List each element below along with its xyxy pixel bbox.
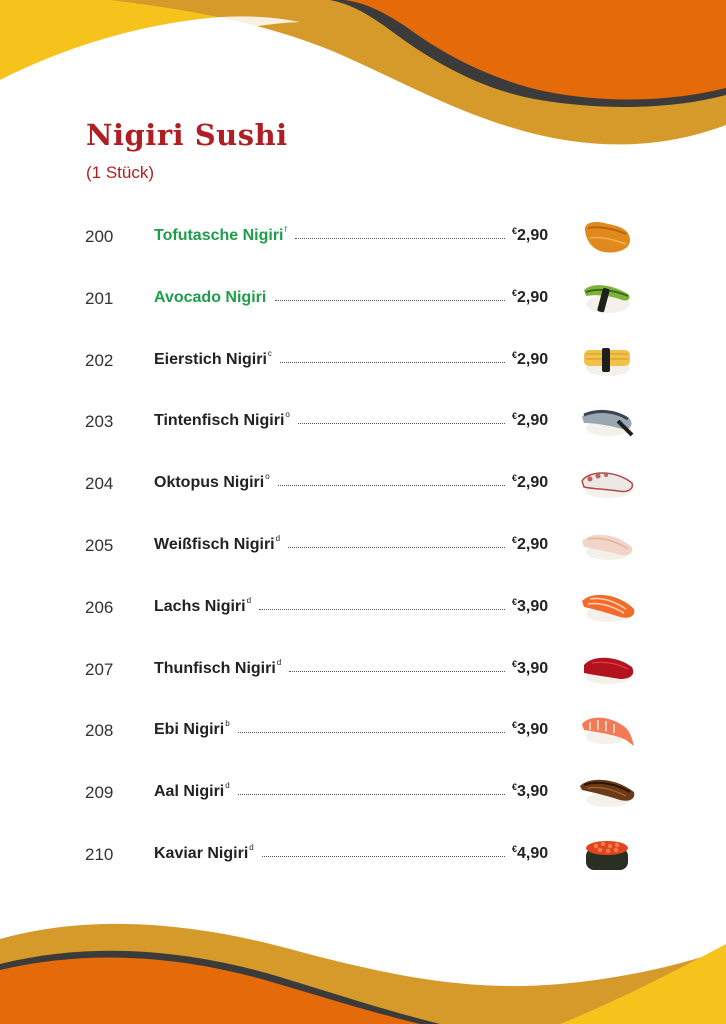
- currency-symbol: €: [512, 535, 518, 545]
- dot-leader: [289, 671, 505, 672]
- currency-symbol: €: [512, 782, 518, 793]
- item-number: 203: [85, 412, 114, 432]
- allergen-note: b: [225, 719, 230, 729]
- dot-leader: [280, 362, 505, 363]
- item-price: [512, 289, 548, 307]
- item-name-text: Avocado Nigiri: [154, 288, 267, 306]
- allergen-note: d: [246, 595, 252, 605]
- allergen-note: f: [284, 225, 287, 234]
- item-name-text: Aal Nigiri: [154, 783, 225, 801]
- item-name: [154, 595, 252, 616]
- menu-item: [0, 216, 726, 256]
- price-amount: 2,90: [517, 536, 549, 553]
- page-title: Nigiri Sushi: [86, 118, 288, 152]
- price-amount: 4,90: [517, 845, 549, 862]
- item-name: [154, 289, 267, 307]
- item-price: [512, 598, 548, 616]
- item-name: [154, 721, 230, 739]
- item-price: [512, 783, 548, 801]
- item-number: 200: [85, 227, 114, 246]
- item-price: [512, 845, 548, 863]
- caviar-gunkan-icon: [578, 834, 636, 874]
- whitefish-nigiri-icon: [578, 525, 636, 565]
- dot-leader: [238, 794, 505, 795]
- item-name: [154, 227, 287, 245]
- allergen-note: d: [276, 657, 282, 667]
- eel-nigiri-icon: [578, 772, 636, 812]
- price-amount: 3,90: [517, 783, 549, 801]
- egg-nigiri-icon: [578, 340, 636, 380]
- item-number: 208: [85, 721, 114, 741]
- item-name: [154, 783, 230, 801]
- allergen-note: c: [267, 348, 272, 358]
- menu-item: [0, 587, 726, 627]
- item-name-text: Oktopus Nigiri: [154, 474, 265, 492]
- tuna-nigiri-icon: [578, 649, 636, 689]
- menu-item: [0, 340, 726, 380]
- item-name-text: Kaviar Nigiri: [154, 845, 249, 862]
- item-name-text: Tintenfisch Nigiri: [154, 412, 285, 430]
- item-price: [512, 412, 548, 430]
- item-name-text: Eierstich Nigiri: [154, 350, 267, 368]
- item-number: 209: [85, 783, 114, 803]
- menu-item: [0, 278, 726, 318]
- menu-item: [0, 772, 726, 812]
- item-name-text: Tofutasche Nigiri: [154, 227, 284, 244]
- item-price: [512, 536, 548, 554]
- item-number: 207: [85, 659, 114, 679]
- item-name: [154, 845, 254, 863]
- dot-leader: [288, 547, 505, 548]
- menu-item: [0, 463, 726, 503]
- menu-item: [0, 401, 726, 441]
- currency-symbol: €: [512, 596, 518, 607]
- item-name-text: Ebi Nigiri: [154, 721, 225, 739]
- currency-symbol: €: [512, 844, 518, 854]
- price-amount: 2,90: [517, 350, 549, 368]
- dot-leader: [259, 609, 505, 610]
- item-price: [512, 721, 548, 739]
- salmon-nigiri-icon: [578, 587, 636, 627]
- price-amount: 3,90: [517, 659, 549, 677]
- item-number: 201: [85, 288, 114, 308]
- item-name: [154, 536, 280, 554]
- item-name: [154, 412, 290, 430]
- item-price: [512, 474, 548, 492]
- item-name-text: Lachs Nigiri: [154, 597, 246, 615]
- menu-item: [0, 525, 726, 565]
- menu-item: [0, 710, 726, 750]
- currency-symbol: €: [512, 411, 518, 422]
- octopus-nigiri-icon: [578, 463, 636, 503]
- allergen-note: o: [265, 472, 270, 482]
- price-amount: 2,90: [517, 474, 549, 492]
- price-amount: 2,90: [517, 227, 549, 244]
- squid-nigiri-icon: [578, 401, 636, 441]
- allergen-note: d: [225, 781, 230, 791]
- price-amount: 3,90: [517, 721, 549, 739]
- price-amount: 2,90: [517, 412, 549, 430]
- dot-leader: [275, 300, 505, 301]
- item-number: 210: [85, 845, 114, 864]
- item-name: [154, 657, 282, 678]
- dot-leader: [262, 856, 505, 857]
- currency-symbol: €: [512, 226, 518, 236]
- item-number: 204: [85, 474, 114, 494]
- avocado-nigiri-icon: [578, 278, 636, 318]
- price-amount: 2,90: [517, 288, 549, 306]
- item-name-text: Weißfisch Nigiri: [154, 536, 275, 553]
- menu-item: [0, 649, 726, 689]
- currency-symbol: €: [512, 473, 518, 484]
- currency-symbol: €: [512, 349, 518, 360]
- item-name-text: Thunfisch Nigiri: [154, 659, 276, 677]
- dot-leader: [298, 423, 505, 424]
- menu-item: [0, 834, 726, 874]
- item-price: [512, 660, 548, 678]
- bottom-wave-decoration: [0, 914, 726, 1024]
- allergen-note: d: [275, 534, 281, 543]
- price-amount: 3,90: [517, 597, 549, 615]
- currency-symbol: €: [512, 287, 518, 298]
- allergen-note: o: [285, 410, 290, 420]
- item-number: 205: [85, 536, 114, 555]
- dot-leader: [295, 238, 505, 239]
- item-name: [154, 474, 270, 492]
- item-number: 202: [85, 350, 114, 370]
- tofu-pouch-nigiri-icon: [578, 216, 636, 256]
- item-price: [512, 351, 548, 369]
- item-price: [512, 227, 548, 245]
- allergen-note: d: [249, 843, 254, 852]
- currency-symbol: €: [512, 658, 518, 669]
- currency-symbol: €: [512, 720, 518, 731]
- item-name: [154, 348, 272, 369]
- shrimp-nigiri-icon: [578, 710, 636, 750]
- dot-leader: [278, 485, 505, 486]
- page-subtitle: (1 Stück): [86, 163, 155, 182]
- item-number: 206: [85, 597, 114, 617]
- dot-leader: [238, 732, 505, 733]
